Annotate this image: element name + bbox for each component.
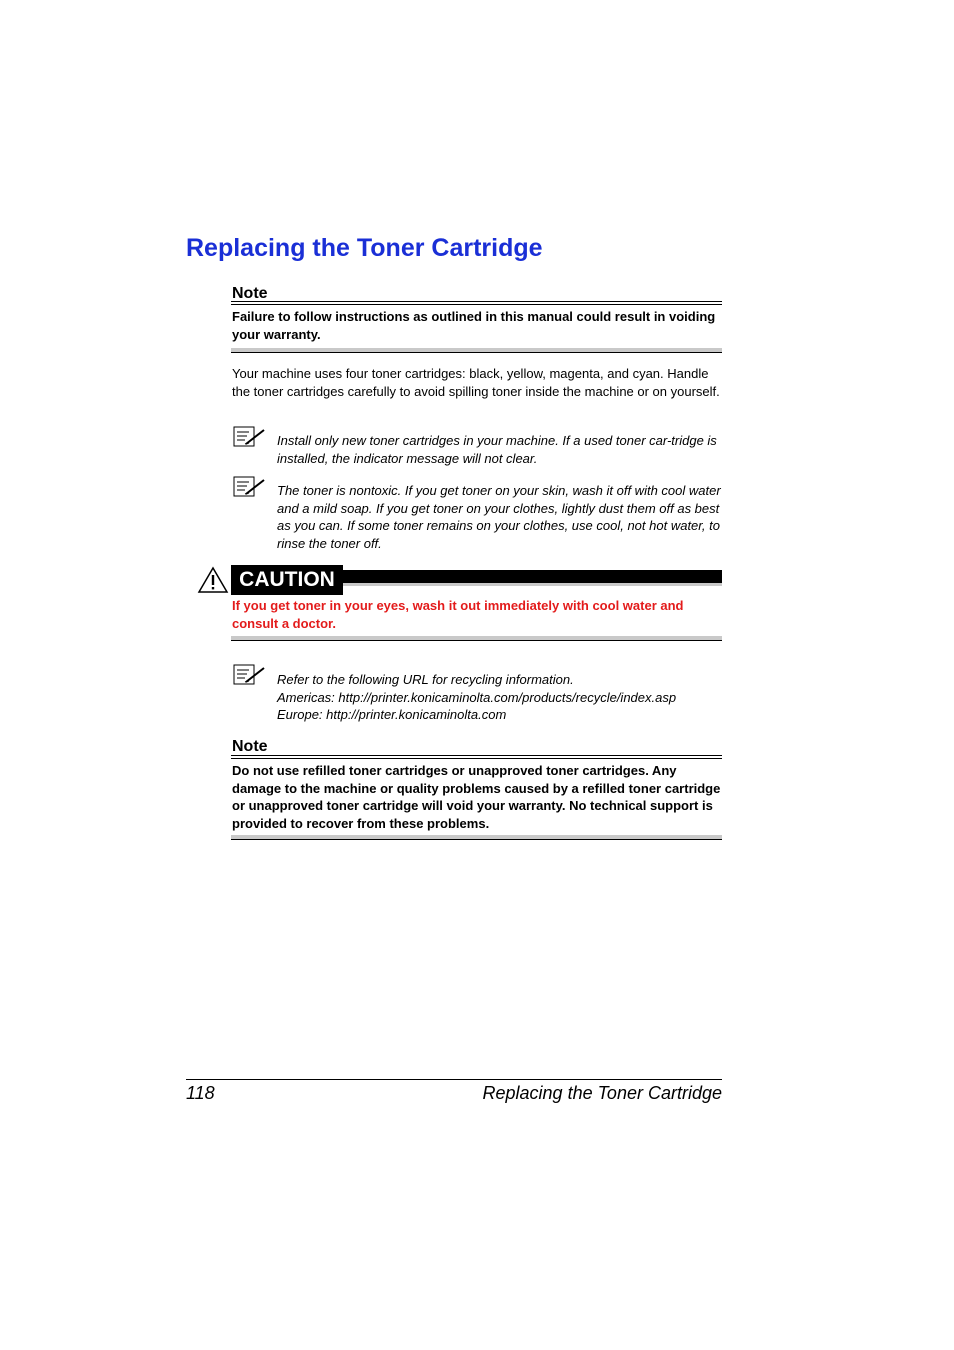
caution-label: CAUTION (231, 565, 343, 595)
note-rule-top (231, 755, 722, 756)
note-rule-top (231, 301, 722, 302)
page-number: 118 (186, 1083, 215, 1103)
memo-icon (233, 476, 267, 498)
note-rule-bottom (231, 839, 722, 840)
memo-text-3 (277, 671, 723, 724)
caution-body: If you get toner in your eyes, wash it out immediately with cool water and consult a doctor. (232, 598, 684, 631)
footer-rule (186, 1079, 722, 1080)
memo-icon (233, 664, 267, 686)
note-body: Failure to follow instructions as outlined in this manual could result in voiding your warranty. (232, 309, 716, 342)
warning-icon (197, 566, 229, 594)
caution-bar-shade (343, 583, 722, 586)
page-title: Replacing the Toner Cartridge (186, 234, 543, 262)
note-rule-bottom (231, 352, 722, 353)
note-heading: Note (232, 285, 268, 302)
note-rule-top-2 (231, 758, 722, 759)
memo-line: Refer to the following URL for recycling information. (277, 672, 574, 687)
memo-url-americas: Americas: http://printer.konicaminolta.com/products/recycle/index.asp (277, 689, 677, 705)
note-body: Do not use refilled toner cartridges or unapproved toner cartridges. Any damage to the machine or quality problems caused by a refilled toner cartridge or unapproved toner cartridge will void your warranty. No technical support is provided to recover from these problems. (232, 763, 721, 831)
memo-icon (233, 426, 267, 448)
note-heading: Note (232, 738, 268, 755)
memo-url-europe: Europe: http://printer.konicaminolta.com (277, 707, 507, 722)
caution-rule-bottom (231, 640, 722, 641)
memo-text-2: The toner is nontoxic. If you get toner on your skin, wash it off with cool water and a mild soap. If you get toner on your clothes, lightly dust them off as best as you can. If some toner remains on your clothes, use cool, not hot water, to rinse the toner off. (277, 483, 721, 551)
memo-text-1: Install only new toner cartridges in your machine. If a used toner car-tridge is installed, the indicator message will not clear. (277, 433, 717, 466)
note-rule-top-2 (231, 304, 722, 305)
intro-paragraph: Your machine uses four toner cartridges: black, yellow, magenta, and cyan. Handle the toner cartridges carefully to avoid spilling toner inside the machine or on yourself. (232, 366, 720, 399)
footer-section-title: Replacing the Toner Cartridge (482, 1083, 722, 1103)
